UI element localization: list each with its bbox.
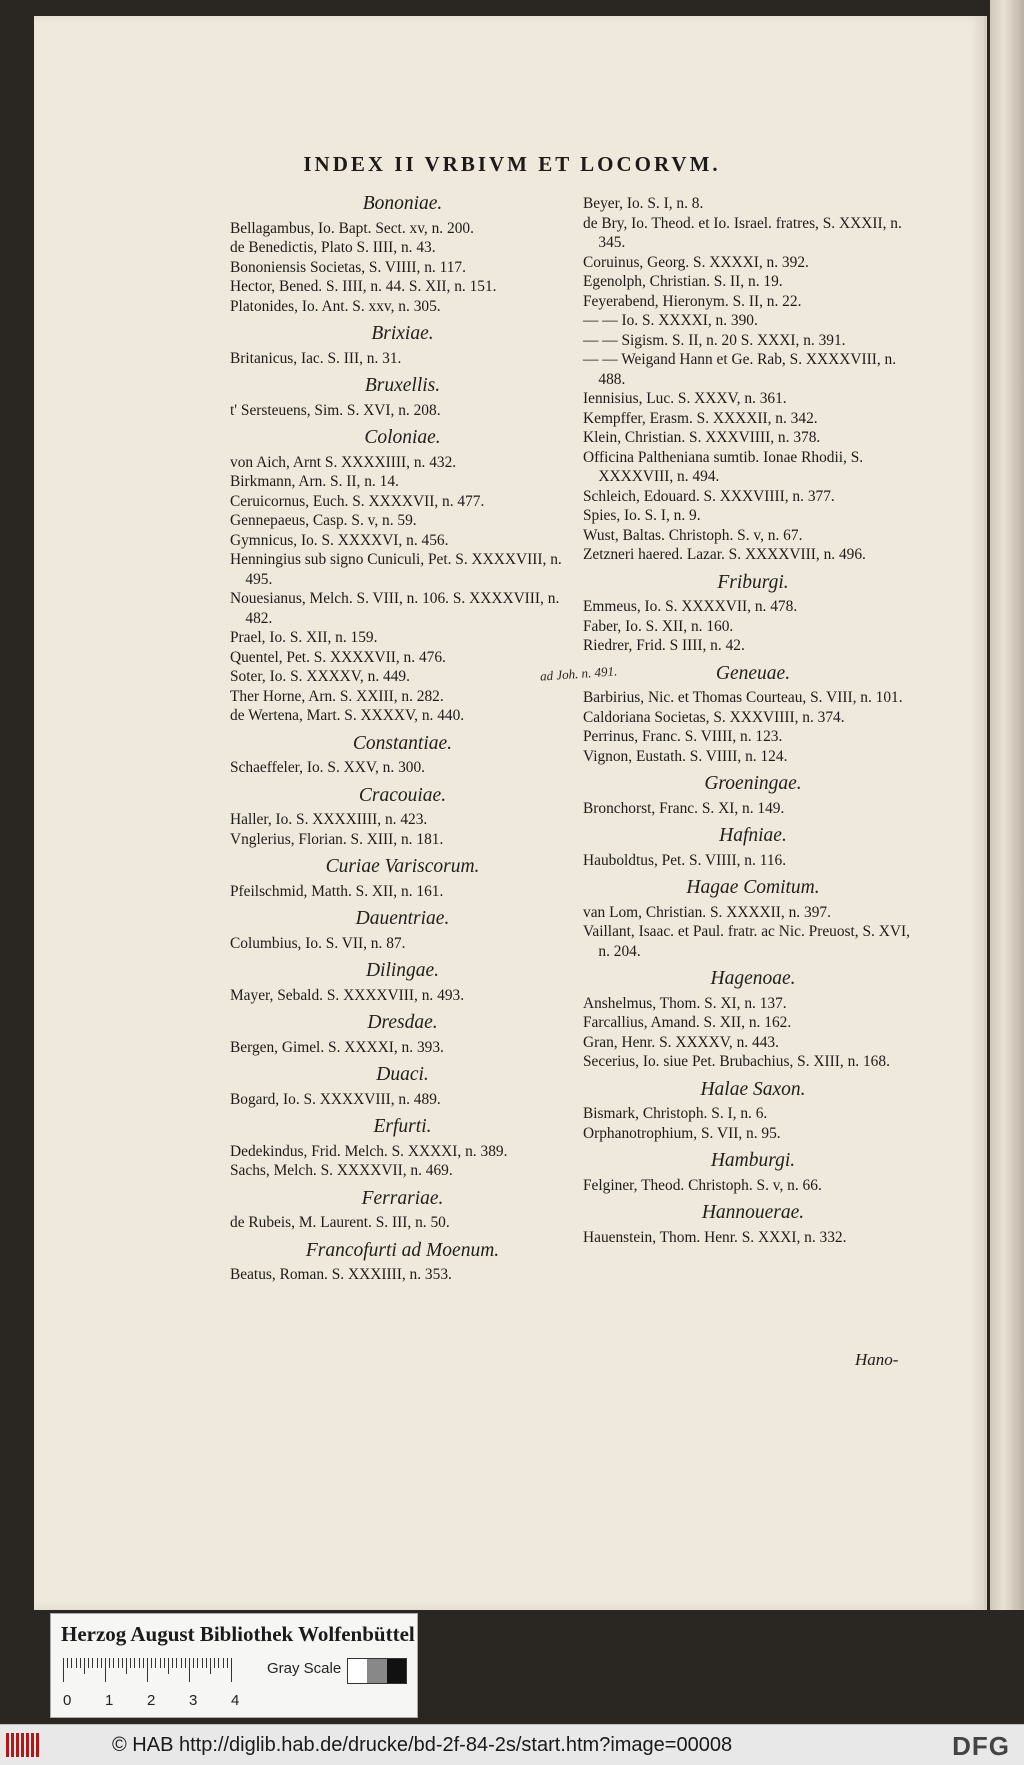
place-heading: Constantiae. [352, 732, 453, 754]
ruler-tick [160, 1658, 161, 1668]
ruler-tick [143, 1658, 144, 1668]
index-entry: Spies, Io. S. I, n. 9. [583, 507, 701, 524]
page-edge [990, 0, 1024, 1610]
ruler-tick [118, 1658, 119, 1668]
place-heading: Hagae Comitum. [686, 877, 820, 898]
ruler-tick [122, 1658, 123, 1668]
index-entry: Hector, Bened. S. IIII, n. 44. S. XII, n. 151. [230, 278, 497, 295]
ruler-tick [164, 1658, 165, 1668]
index-entry: Orphanotrophium, S. VII, n. 95. [583, 1124, 781, 1142]
index-entry: Kempffer, Erasm. S. XXXXII, n. 342. [583, 409, 818, 427]
index-entry: Secerius, Io. siue Pet. Brubachius, S. XIII, n. 168. [583, 1053, 890, 1070]
index-entry: Bismark, Christoph. S. I, n. 6. [583, 1105, 768, 1122]
place-heading: Coloniae. [364, 427, 441, 448]
place-heading: Cracouiae. [358, 784, 447, 806]
index-entry: Barbirius, Nic. et Thomas Courteau, S. VIII, n. 101. [583, 689, 903, 706]
ruler-tick [151, 1658, 152, 1668]
index-entry: Anshelmus, Thom. S. XI, n. 137. [583, 994, 787, 1012]
index-entry: Riedrer, Frid. S IIII, n. 42. [583, 637, 745, 654]
place-heading: Hannouerae. [701, 1202, 805, 1223]
index-entry: Nouesianus, Melch. S. VIII, n. 106. S. XXXXVIII, n. 482. [230, 590, 560, 627]
index-entry: Bellagambus, Io. Bapt. Sect. xv, n. 200. [230, 219, 474, 237]
index-entry: Faber, Io. S. XII, n. 160. [583, 617, 734, 635]
ruler-tick [67, 1658, 68, 1668]
handwritten-note: ad Joh. n. 491. [539, 663, 618, 684]
ruler-number: 2 [147, 1692, 156, 1709]
ruler-tick [168, 1658, 169, 1674]
ruler-number: 0 [63, 1692, 72, 1709]
place-heading: Bononiae. [362, 193, 443, 214]
ruler-tick [214, 1658, 215, 1668]
ruler-tick [134, 1658, 135, 1668]
ruler-number: 4 [231, 1692, 240, 1709]
gray-swatches [347, 1658, 407, 1684]
index-entry: Emmeus, Io. S. XXXXVII, n. 478. [583, 598, 798, 615]
index-entry: Bergen, Gimel. S. XXXXI, n. 393. [230, 1038, 444, 1056]
place-heading: Erfurti. [373, 1116, 432, 1137]
ruler-tick [113, 1658, 114, 1668]
ruler-tick [181, 1658, 182, 1668]
ruler-tick [63, 1658, 64, 1682]
index-entry: Officina Paltheniana sumtib. Ionae Rhodii, S. XXXXVIII, n. 494. [583, 448, 864, 485]
index-entry: Klein, Christian. S. XXXVIIII, n. 378. [583, 429, 821, 446]
index-entry: — — Sigism. S. II, n. 20 S. XXXI, n. 391. [583, 331, 846, 349]
place-heading: Friburgi. [717, 571, 789, 593]
place-heading: Bruxellis. [364, 375, 441, 396]
index-entry: — — Io. S. XXXXI, n. 390. [583, 312, 758, 329]
index-entry: Hauenstein, Thom. Henr. S. XXXI, n. 332. [583, 1228, 847, 1246]
place-heading: Dresdae. [367, 1012, 438, 1033]
place-heading: Ferrariae. [361, 1187, 444, 1209]
ruler-tick [71, 1658, 72, 1668]
ruler-tick [76, 1658, 77, 1668]
index-entry: Wust, Baltas. Christoph. S. v, n. 67. [583, 526, 803, 544]
place-heading: Geneuae. [715, 662, 791, 684]
index-entry: Schaeffeler, Io. S. XXV, n. 300. [230, 759, 426, 776]
hab-logo-icon [6, 1733, 46, 1757]
index-entry: Bronchorst, Franc. S. XI, n. 149. [583, 799, 785, 817]
index-entry: Schleich, Edouard. S. XXXVIIII, n. 377. [583, 487, 835, 505]
ruler-tick [202, 1658, 203, 1668]
left-column [230, 194, 575, 1285]
ruler-tick [206, 1658, 207, 1668]
index-entry: Sachs, Melch. S. XXXXVII, n. 469. [230, 1162, 453, 1179]
index-entry: Egenolph, Christian. S. II, n. 19. [583, 273, 783, 290]
ruler-tick [84, 1658, 85, 1674]
index-entry: Caldoriana Societas, S. XXXVIIII, n. 374. [583, 708, 845, 726]
place-heading: Hamburgi. [710, 1150, 796, 1171]
index-entry: Ceruicornus, Euch. S. XXXXVII, n. 477. [230, 492, 485, 510]
index-entry: Haller, Io. S. XXXXIIII, n. 423. [230, 811, 428, 828]
place-heading: Hafniae. [719, 825, 787, 846]
place-heading: Curiae Variscorum. [325, 856, 480, 877]
index-entry: Ther Horne, Arn. S. XXIII, n. 282. [230, 687, 444, 705]
ruler-tick [193, 1658, 194, 1668]
index-entry: de Wertena, Mart. S. XXXXV, n. 440. [230, 707, 465, 724]
index-entry: Beyer, Io. S. I, n. 8. [583, 195, 704, 212]
swatch-gray [367, 1659, 386, 1683]
index-entry: Henningius sub signo Cuniculi, Pet. S. XXXXVIII, n. 495. [230, 551, 562, 588]
page-title: INDEX II VRBIVM ET LOCORVM. [303, 152, 721, 176]
index-entry: Coruinus, Georg. S. XXXXI, n. 392. [583, 253, 809, 271]
index-entry: Iennisius, Luc. S. XXXV, n. 361. [583, 390, 787, 407]
ruler-tick [155, 1658, 156, 1668]
index-entry: de Bry, Io. Theod. et Io. Israel. fratres, S. XXXII, n. 345. [583, 214, 902, 251]
index-entry: Beatus, Roman. S. XXXIIII, n. 353. [230, 1266, 452, 1283]
place-heading: Dilingae. [365, 960, 440, 981]
index-entry: de Rubeis, M. Laurent. S. III, n. 50. [230, 1214, 450, 1231]
ruler-tick [92, 1658, 93, 1668]
place-heading: Halae Saxon. [700, 1078, 806, 1100]
ruler-number: 1 [105, 1692, 114, 1709]
ruler-tick [197, 1658, 198, 1668]
source-link[interactable]: © HAB http://diglib.hab.de/drucke/bd-2f-84-2s/start.htm?image=00008 [112, 1734, 733, 1756]
index-entry: Bononiensis Societas, S. VIIII, n. 117. [230, 258, 466, 276]
swatch-white [348, 1659, 367, 1683]
index-entry: Platonides, Io. Ant. S. xxv, n. 305. [230, 297, 441, 315]
place-heading: Hagenoae. [710, 968, 796, 989]
right-column [583, 194, 923, 1247]
ruler-tick [109, 1658, 110, 1668]
place-heading: Dauentriae. [355, 908, 450, 929]
library-name: Herzog August Bibliothek Wolfenbüttel [61, 1622, 415, 1646]
index-entry: — — Weigand Hann et Ge. Rab, S. XXXXVIII, n. 488. [583, 351, 897, 388]
ruler-number: 3 [189, 1692, 198, 1709]
index-entry: van Lom, Christian. S. XXXXII, n. 397. [583, 903, 831, 921]
ruler-tick [80, 1658, 81, 1668]
index-entry: Gran, Henr. S. XXXXV, n. 443. [583, 1033, 779, 1051]
index-entry: Mayer, Sebald. S. XXXXVIII, n. 493. [230, 986, 465, 1004]
ruler-tick [227, 1658, 228, 1668]
index-entry: Birkmann, Arn. S. II, n. 14. [230, 473, 399, 490]
place-heading: Groeningae. [704, 773, 802, 794]
index-entry: Gymnicus, Io. S. XXXXVI, n. 456. [230, 531, 449, 549]
dfg-logo: DFG [952, 1731, 1010, 1761]
catchword: Hano- [855, 1350, 899, 1369]
index-entry: Prael, Io. S. XII, n. 159. [230, 629, 378, 646]
place-heading: Brixiae. [371, 323, 434, 344]
index-entry: de Benedictis, Plato S. IIII, n. 43. [230, 239, 436, 256]
index-entry: t' Sersteuens, Sim. S. XVI, n. 208. [230, 401, 441, 419]
ruler-tick [210, 1658, 211, 1674]
ruler-tick [223, 1658, 224, 1668]
swatch-black [387, 1659, 406, 1683]
index-entry: Gennepaeus, Casp. S. v, n. 59. [230, 512, 417, 529]
ruler-tick [130, 1658, 131, 1668]
index-entry: Columbius, Io. S. VII, n. 87. [230, 934, 406, 952]
place-heading: Francofurti ad Moenum. [305, 1239, 500, 1261]
index-entry: Farcallius, Amand. S. XII, n. 162. [583, 1014, 792, 1031]
gray-scale-card [50, 1613, 418, 1718]
ruler-tick [139, 1658, 140, 1668]
index-entry: Quentel, Pet. S. XXXXVII, n. 476. [230, 648, 446, 666]
index-entry: Perrinus, Franc. S. VIIII, n. 123. [583, 728, 783, 745]
ruler-tick [176, 1658, 177, 1668]
index-entry: Britanicus, Iac. S. III, n. 31. [230, 349, 402, 367]
ruler-tick [105, 1658, 106, 1682]
index-entry: Feyerabend, Hieronym. S. II, n. 22. [583, 292, 802, 310]
gray-scale-label: Gray Scale [267, 1660, 342, 1677]
index-entry: Vaillant, Isaac. et Paul. fratr. ac Nic. Preuost, S. XVI, n. 204. [583, 923, 910, 960]
index-entry: Vnglerius, Florian. S. XIII, n. 181. [230, 830, 444, 848]
ruler-tick [147, 1658, 148, 1682]
index-entry: Hauboldtus, Pet. S. VIIII, n. 116. [583, 851, 787, 869]
index-entry: Felginer, Theod. Christoph. S. v, n. 66. [583, 1176, 822, 1194]
ruler-tick [189, 1658, 190, 1682]
ruler-tick [231, 1658, 232, 1682]
index-entry: Pfeilschmid, Matth. S. XII, n. 161. [230, 882, 444, 900]
ruler-tick [126, 1658, 127, 1674]
ruler-tick [101, 1658, 102, 1668]
index-entry: Soter, Io. S. XXXXV, n. 449. [230, 668, 410, 685]
index-entry: Zetzneri haered. Lazar. S. XXXXVIII, n. 496. [583, 546, 866, 563]
footer-bar [0, 1724, 1024, 1765]
index-entry: Dedekindus, Frid. Melch. S. XXXXI, n. 389. [230, 1142, 508, 1160]
ruler-tick [88, 1658, 89, 1668]
place-heading: Duaci. [376, 1064, 429, 1085]
ruler-tick [185, 1658, 186, 1668]
index-entry: Vignon, Eustath. S. VIIII, n. 124. [583, 747, 788, 765]
ruler-tick [218, 1658, 219, 1668]
index-entry: Bogard, Io. S. XXXXVIII, n. 489. [230, 1090, 441, 1108]
index-entry: von Aich, Arnt S. XXXXIIII, n. 432. [230, 453, 457, 471]
ruler-tick [97, 1658, 98, 1668]
ruler-tick [172, 1658, 173, 1668]
